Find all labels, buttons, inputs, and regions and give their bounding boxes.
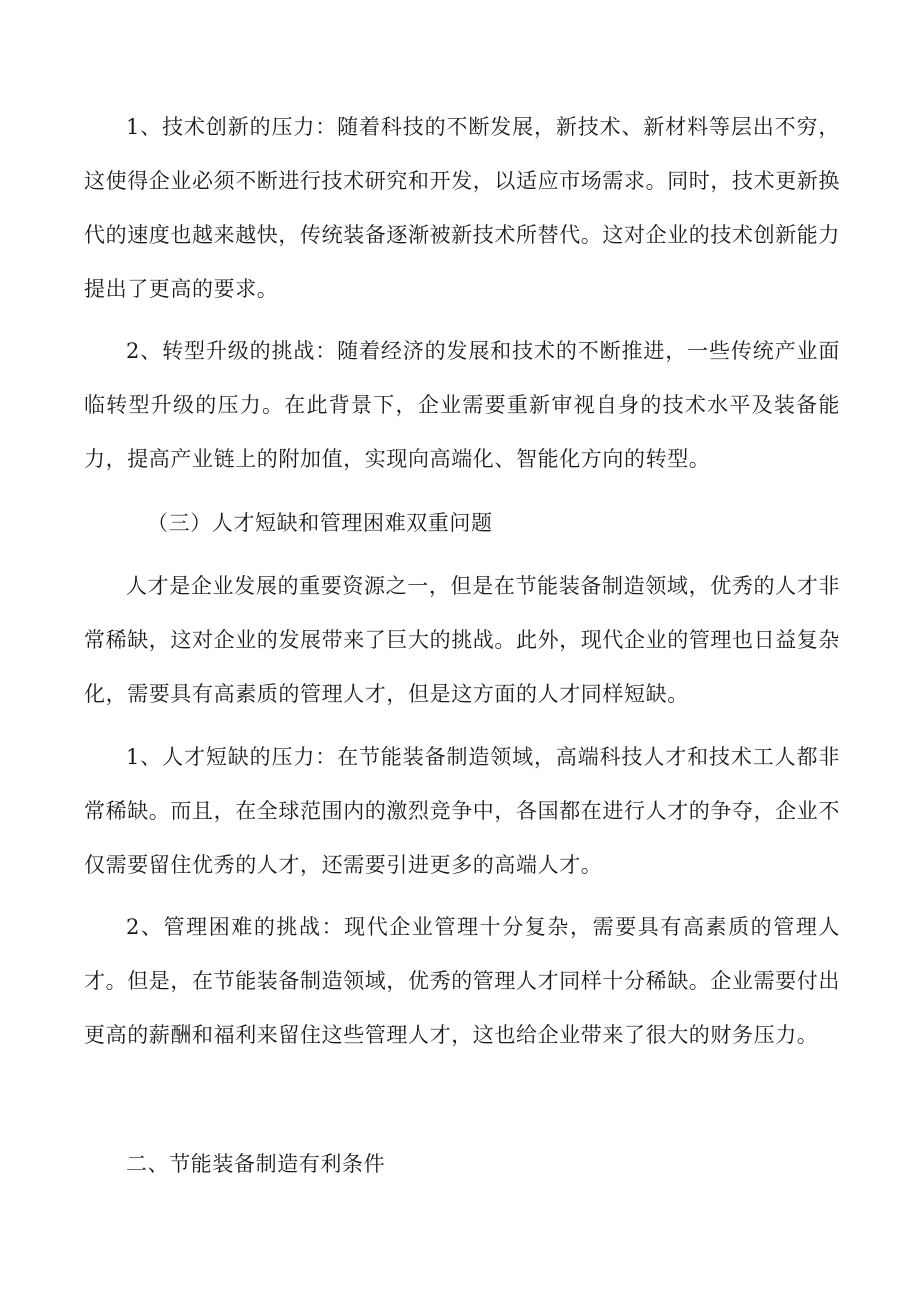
paragraph-management-difficulty: 2、管理困难的挑战：现代企业管理十分复杂，需要具有高素质的管理人才。但是，在节能装备制造领域，优秀的管理人才同样十分稀缺。企业需要付出更高的薪酬和福利来留住这些管理人才，这也给企业带来了很大的财务压力。 — [84, 915, 840, 1047]
paragraph-tech-innovation-pressure: 1、技术创新的压力：随着科技的不断发展，新技术、新材料等层出不穷，这使得企业必须不断进行技术研究和开发，以适应市场需求。同时，技术更新换代的速度也越来越快，传统装备逐渐被新技术所替代。这对企业的技术创新能力提出了更高的要求。 — [84, 115, 840, 301]
subheading-talent-management: （三）人才短缺和管理困难双重问题 — [147, 511, 493, 535]
section-heading-favorable-conditions: 二、节能装备制造有利条件 — [126, 1152, 386, 1176]
paragraph-talent-intro: 人才是企业发展的重要资源之一，但是在节能装备制造领域，优秀的人才非常稀缺，这对企业的发展带来了巨大的挑战。此外，现代企业的管理也日益复杂化，需要具有高素质的管理人才，但是这方面的人才同样短缺。 — [84, 574, 840, 706]
paragraph-talent-shortage-pressure: 1、人才短缺的压力：在节能装备制造领域，高端科技人才和技术工人都非常稀缺。而且，在全球范围内的激烈竞争中，各国都在进行人才的争夺，企业不仅需要留住优秀的人才，还需要引进更多的高端人才。 — [84, 745, 840, 877]
paragraph-transformation-challenge: 2、转型升级的挑战：随着经济的发展和技术的不断推进，一些传统产业面临转型升级的压力。在此背景下，企业需要重新审视自身的技术水平及装备能力，提高产业链上的附加值，实现向高端化、智能化方向的转型。 — [84, 339, 840, 471]
